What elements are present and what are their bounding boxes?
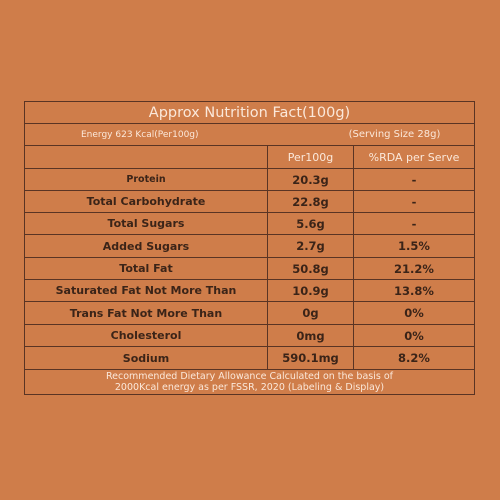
nutrient-rda: 0% <box>404 306 424 320</box>
nutrient-rda: - <box>411 216 417 231</box>
table-row <box>25 169 474 191</box>
table-row <box>25 191 474 213</box>
nutrient-rda: - <box>411 194 417 209</box>
nutrient-per100g: 22.8g <box>268 191 354 212</box>
nutrient-label: Protein <box>25 169 268 190</box>
nutrient-per100g: 50.8g <box>268 258 354 279</box>
energy-value: Energy 623 Kcal(Per100g) <box>81 129 199 140</box>
nutrient-label: Cholesterol <box>25 325 268 346</box>
nutrient-per100g: 590.1mg <box>268 347 354 369</box>
header-rda: %RDA per Serve <box>368 150 460 164</box>
nutrient-label: Added Sugars <box>25 235 268 257</box>
table-row <box>25 302 474 325</box>
nutrient-per100g: 5.6g <box>268 213 354 234</box>
nutrient-label: Saturated Fat Not More Than <box>25 280 268 301</box>
table-row <box>25 235 474 258</box>
title-row <box>25 102 474 124</box>
table-row <box>25 213 474 235</box>
nutrient-label: Sodium <box>25 347 268 369</box>
nutrient-label: Total Sugars <box>25 213 268 234</box>
nutrient-rda: 0% <box>404 328 424 343</box>
footnote-line-1: Recommended Dietary Allowance Calculated on the basis of <box>106 371 393 382</box>
nutrient-per100g: 20.3g <box>268 169 354 190</box>
nutrient-per100g: 2.7g <box>268 235 354 257</box>
nutrient-rda: 21.2% <box>394 261 434 276</box>
nutrient-per100g: 10.9g <box>268 280 354 301</box>
nutrient-per100g: 0g <box>268 302 354 324</box>
energy-row <box>25 124 474 146</box>
table-title: Approx Nutrition Fact(100g) <box>148 104 351 121</box>
table-row <box>25 347 474 370</box>
nutrient-label: Trans Fat Not More Than <box>25 302 268 324</box>
column-header-row <box>25 146 474 169</box>
nutrient-label: Total Fat <box>25 258 268 279</box>
table-row <box>25 258 474 280</box>
table-row <box>25 280 474 302</box>
header-per100g: Per100g <box>268 146 354 168</box>
nutrient-per100g: 0mg <box>268 325 354 346</box>
serving-size: (Serving Size 28g) <box>348 129 441 140</box>
nutrient-rda: - <box>411 172 417 187</box>
footnote-line-2: 2000Kcal energy as per FSSR, 2020 (Labeling & Display) <box>114 382 385 393</box>
header-nutrient <box>25 146 268 168</box>
nutrition-facts-table <box>24 101 475 395</box>
nutrient-rda: 13.8% <box>394 283 434 298</box>
rda-footnote <box>25 370 474 394</box>
nutrient-label: Total Carbohydrate <box>25 191 268 212</box>
nutrient-rda: 1.5% <box>398 239 430 253</box>
nutrient-rda: 8.2% <box>398 351 430 365</box>
table-row <box>25 325 474 347</box>
